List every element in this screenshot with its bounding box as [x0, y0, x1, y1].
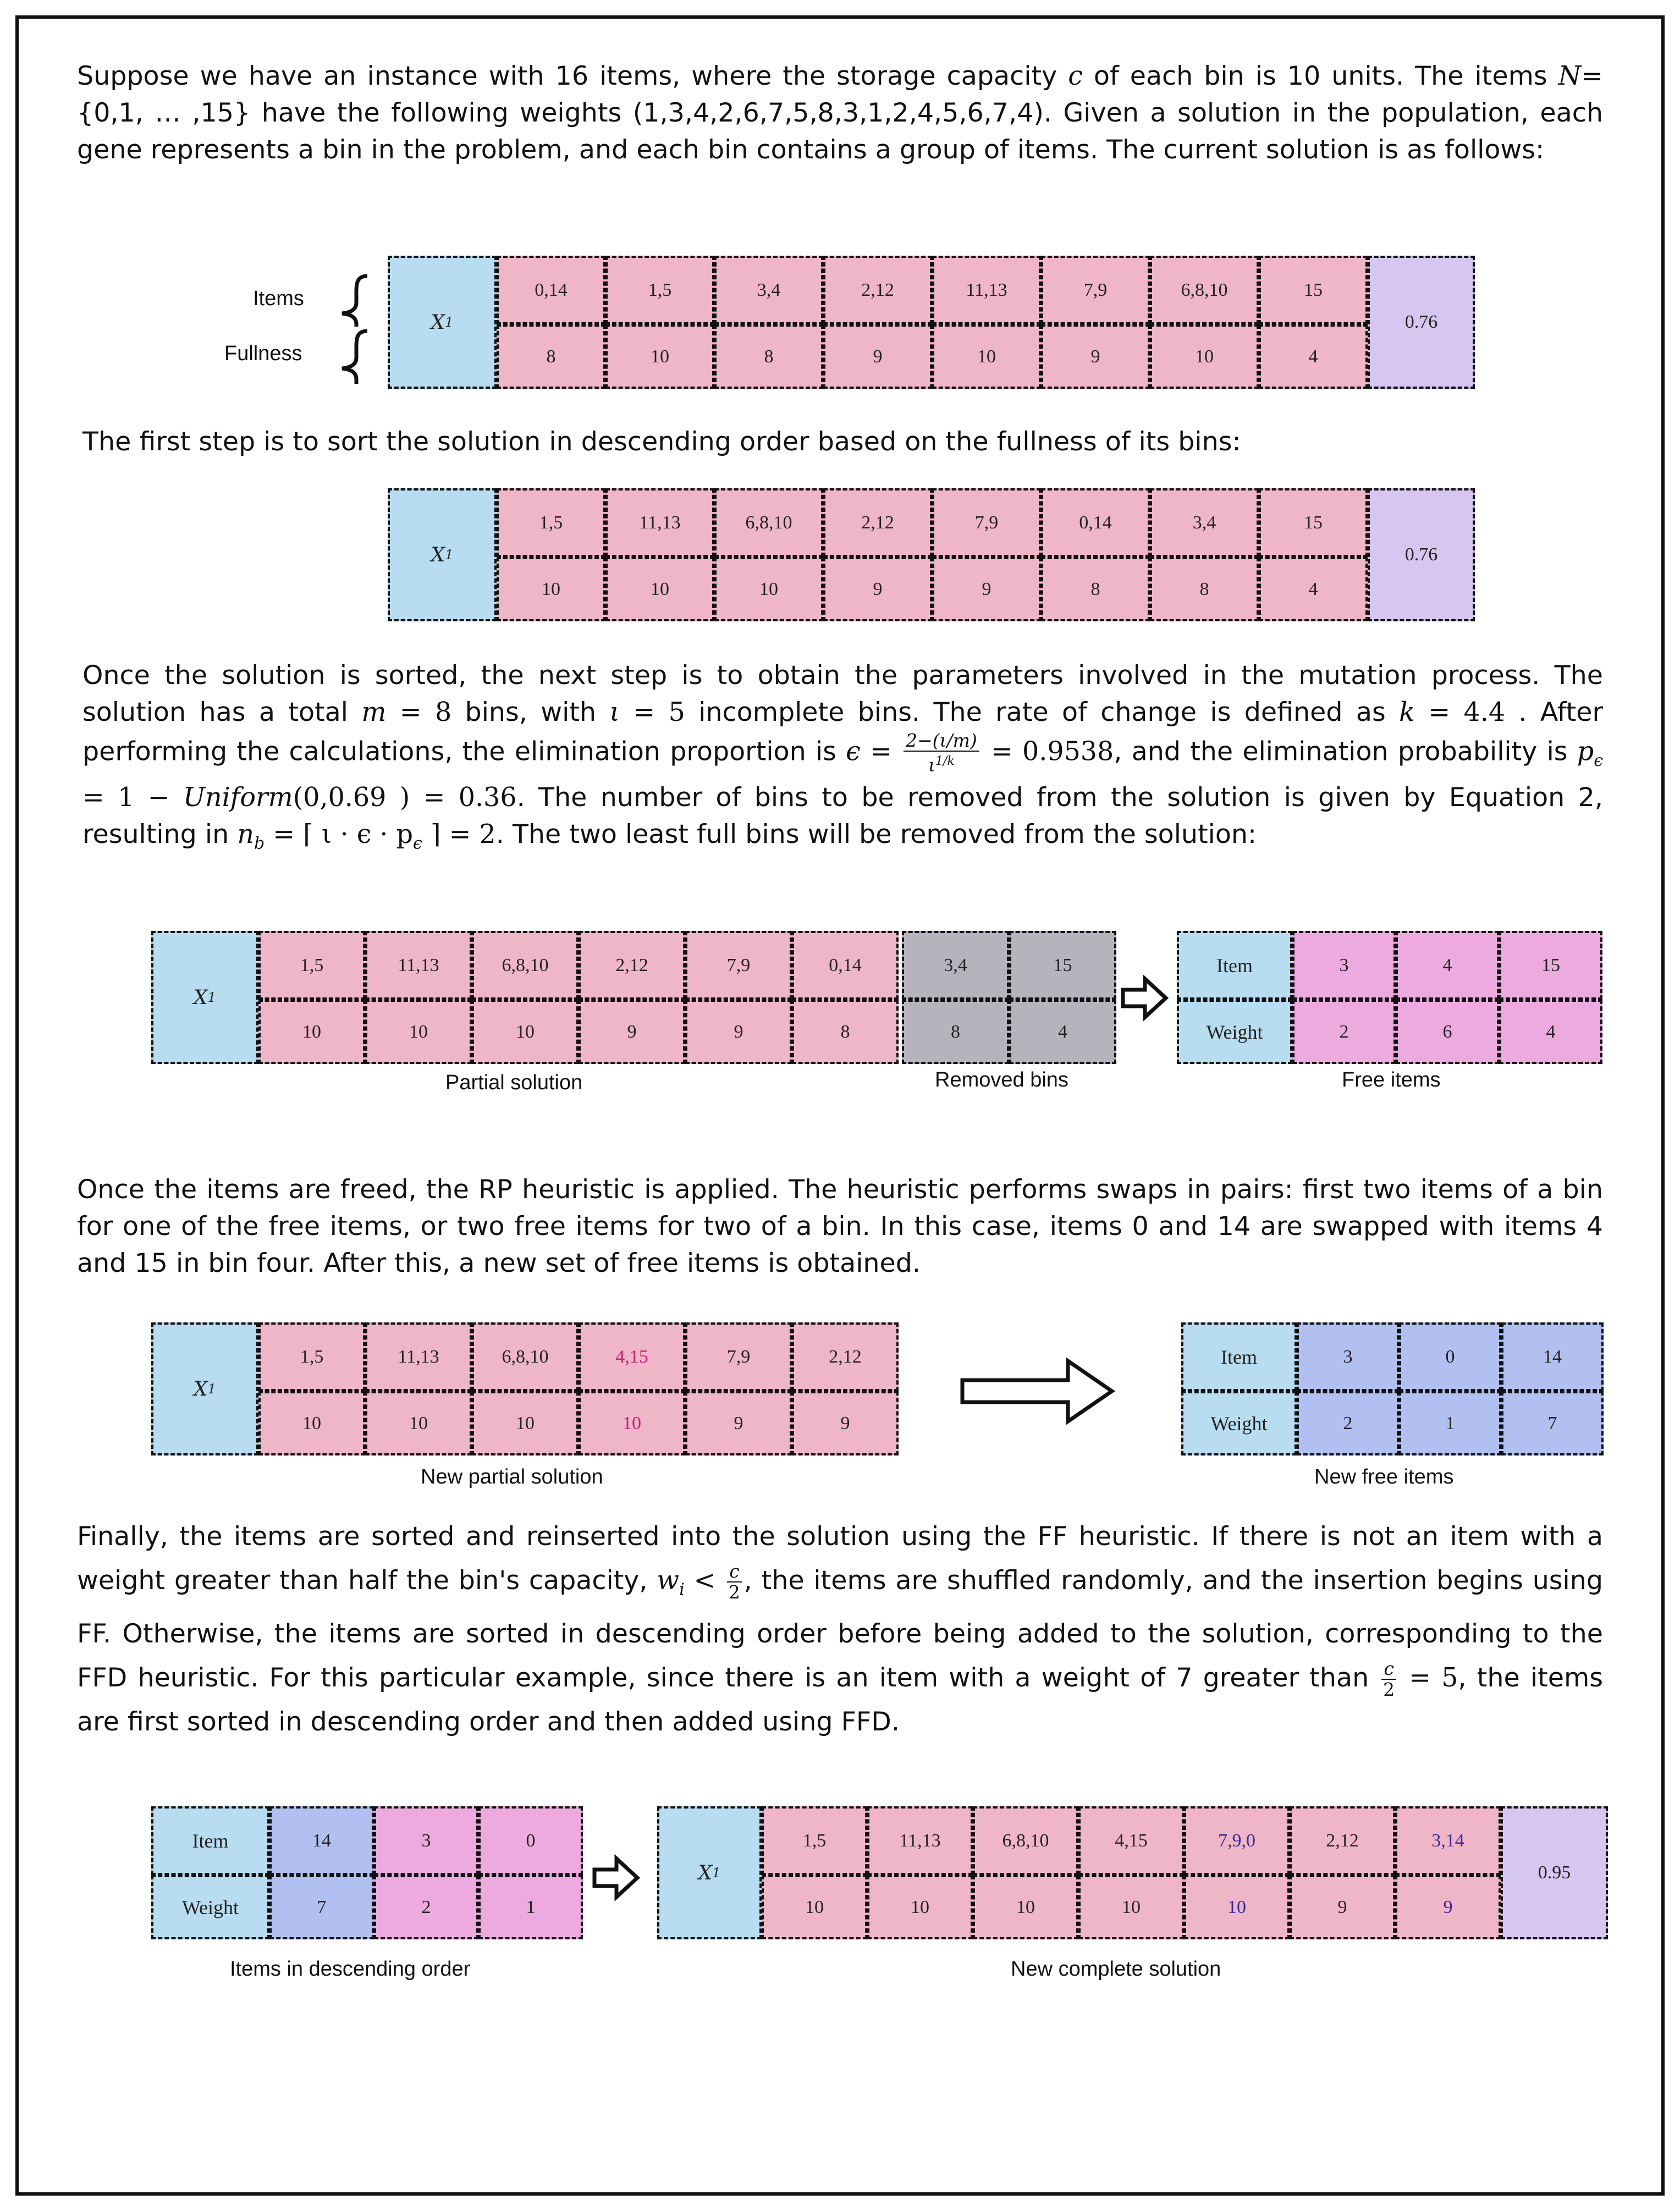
solution-label: X 1 [388, 488, 497, 621]
sorted-items-header: Item [151, 1806, 269, 1875]
bin-items-cell: 2,12 [823, 256, 932, 324]
bin-items-cell: 3,4 [714, 256, 823, 324]
bin-items-cell: 11,13 [605, 488, 714, 557]
free-weights-header: Weight [1177, 1000, 1292, 1064]
sorted-weight-cell: 7 [269, 1875, 374, 1939]
bin-items-cell: 0,14 [1041, 488, 1150, 557]
bin-items-cell: 6,8,10 [973, 1806, 1078, 1875]
bin-fullness-cell: 9 [1290, 1875, 1395, 1939]
free-weight-cell: 7 [1501, 1391, 1604, 1455]
sorted-weights-header: Weight [151, 1875, 269, 1939]
removed-bins-label: Removed bins [935, 1068, 1068, 1091]
bin-fullness-cell: 9 [579, 1000, 685, 1064]
bin-fullness-cell: 8 [792, 1000, 899, 1064]
bin-fullness-cell: 10 [973, 1875, 1078, 1939]
fitness-cell: 0.76 [1368, 488, 1475, 621]
half-capacity-fraction-2: $\frac{c}{2}$ [1381, 1659, 1396, 1700]
sorted-item-cell: 3 [374, 1806, 478, 1875]
bin-fullness-cell: 10 [605, 324, 714, 389]
sorted-weight-cell: 1 [478, 1875, 583, 1939]
new-partial-solution-label: New partial solution [421, 1465, 603, 1488]
bin-items-cell: 6,8,10 [472, 931, 579, 1000]
bin-items-cell: 1,5 [605, 256, 714, 324]
free-items-header: Item [1177, 931, 1292, 1000]
partial-solution-label: Partial solution [445, 1071, 583, 1094]
new-complete-solution-label: New complete solution [1011, 1958, 1221, 1981]
bin-items-cell: 11,13 [867, 1806, 973, 1875]
solution-label: X 1 [151, 931, 258, 1064]
bin-fullness-cell: 10 [605, 557, 714, 621]
bin-fullness-cell: 9 [685, 1391, 792, 1455]
bin-items-cell: 0,14 [497, 256, 605, 324]
free-weight-cell: 2 [1292, 1000, 1396, 1064]
bin-items-cell: 11,13 [365, 931, 472, 1000]
updated-bin-items-cell: 3,14 [1395, 1806, 1501, 1875]
paragraph-parameters: Once the solution is sorted, the next step is to obtain the parameters involved in the mutation process. The solution has a total m = 8 bins, with ι = 5 incomplete bins. The rate of change is defined as k = 4.4 . After performing the calculations, the elimination proportion is ϵ = $\frac{2-(\iota/m)}{\iota^{1/k}}$ = 0.9538, and the elimination probability is $p_\epsilon = 1$ − Uniform(0,0.69 ) = 0.36. The number of bins to be removed from the solution is given by Equation 2, resulting in $n_b$ = ⌈ $\iota \cdot \epsilon \cdot p_\epsilon$ ⌉ = 2. The two least full bins will be removed from the solution: [82, 660, 1604, 853]
bin-fullness-cell: 10 [258, 1000, 365, 1064]
bin-items-cell: 11,13 [932, 256, 1041, 324]
paragraph-intro: Suppose we have an instance with 16 items, where the storage capacity c of each bin is 10 units. The items N={0,1, … ,15} have the following weights (1,3,4,2,6,7,5,8,3,1,2,4,5,6,7,4). Given a solution in the population, each gene represents a bin in the problem, and each bin contains a group of items. The current solution is as follows: [77, 61, 1604, 165]
bin-fullness-cell: 8 [1150, 557, 1259, 621]
bin-items-cell: 1,5 [258, 1322, 365, 1391]
fitness-cell: 0.76 [1368, 256, 1475, 389]
sorted-item-cell: 0 [478, 1806, 583, 1875]
arrow-right-icon [1120, 973, 1169, 1023]
fullness-row-label: Fullness [224, 342, 302, 365]
bin-items-cell: 6,8,10 [1150, 256, 1259, 324]
free-weight-cell: 2 [1297, 1391, 1399, 1455]
sorted-weight-cell: 2 [374, 1875, 478, 1939]
bin-items-cell: 6,8,10 [472, 1322, 579, 1391]
arrow-right-large-icon [958, 1355, 1117, 1427]
sorted-items-label: Items in descending order [230, 1958, 471, 1981]
removed-bin-fullness-cell: 8 [902, 1000, 1009, 1064]
solution-label: X 1 [388, 256, 497, 389]
bin-items-cell: 4,15 [1078, 1806, 1184, 1875]
bin-fullness-cell: 9 [823, 324, 932, 389]
bin-fullness-cell: 9 [823, 557, 932, 621]
swapped-bin-fullness-cell: 10 [579, 1391, 685, 1455]
free-item-cell: 3 [1297, 1322, 1399, 1391]
bin-items-cell: 7,9 [685, 1322, 792, 1391]
bin-items-cell: 7,9 [685, 931, 792, 1000]
updated-bin-fullness-cell: 9 [1395, 1875, 1501, 1939]
bin-fullness-cell: 10 [867, 1875, 973, 1939]
bin-fullness-cell: 10 [365, 1391, 472, 1455]
bin-fullness-cell: 8 [714, 324, 823, 389]
arrow-right-icon [591, 1853, 641, 1903]
bin-items-cell: 15 [1259, 256, 1368, 324]
bin-items-cell: 1,5 [497, 488, 605, 557]
solution-label: X 1 [151, 1322, 258, 1455]
bin-items-cell: 2,12 [823, 488, 932, 557]
bin-fullness-cell: 10 [472, 1391, 579, 1455]
bin-fullness-cell: 10 [714, 557, 823, 621]
updated-bin-fullness-cell: 10 [1184, 1875, 1290, 1939]
bin-fullness-cell: 8 [1041, 557, 1150, 621]
bin-items-cell: 2,12 [792, 1322, 899, 1391]
bin-fullness-cell: 10 [1150, 324, 1259, 389]
bin-fullness-cell: 9 [1041, 324, 1150, 389]
bin-fullness-cell: 10 [497, 557, 605, 621]
free-item-cell: 4 [1396, 931, 1499, 1000]
bin-items-cell: 3,4 [1150, 488, 1259, 557]
bin-fullness-cell: 10 [1078, 1875, 1184, 1939]
bin-items-cell: 2,12 [579, 931, 685, 1000]
bin-items-cell: 1,5 [762, 1806, 867, 1875]
brace-icon [335, 269, 374, 390]
bin-fullness-cell: 10 [472, 1000, 579, 1064]
removed-bin-items-cell: 15 [1009, 931, 1116, 1000]
paragraph-sort: The first step is to sort the solution in descending order based on the fullness of its bins: [82, 427, 1241, 457]
free-item-cell: 14 [1501, 1322, 1604, 1391]
bin-fullness-cell: 4 [1259, 324, 1368, 389]
free-item-cell: 0 [1399, 1322, 1501, 1391]
free-item-cell: 15 [1499, 931, 1602, 1000]
bin-items-cell: 0,14 [792, 931, 899, 1000]
free-weight-cell: 6 [1396, 1000, 1499, 1064]
free-item-cell: 3 [1292, 931, 1396, 1000]
bin-items-cell: 6,8,10 [714, 488, 823, 557]
bin-items-cell: 15 [1259, 488, 1368, 557]
bin-fullness-cell: 9 [685, 1000, 792, 1064]
bin-fullness-cell: 10 [932, 324, 1041, 389]
updated-bin-items-cell: 7,9,0 [1184, 1806, 1290, 1875]
fitness-cell: 0.95 [1501, 1806, 1608, 1939]
free-items-label: Free items [1342, 1068, 1441, 1091]
items-row-label: Items [253, 287, 304, 310]
bin-items-cell: 7,9 [932, 488, 1041, 557]
epsilon-fraction: $\frac{2-(\iota/m)}{\iota^{1/k}}$ [904, 731, 979, 775]
free-weights-header: Weight [1181, 1391, 1297, 1455]
bin-items-cell: 2,12 [1290, 1806, 1395, 1875]
bin-fullness-cell: 10 [258, 1391, 365, 1455]
paragraph-ff-heuristic: Finally, the items are sorted and reinserted into the solution using the FF heuristic. If there is not an item with a weight greater than half the bin's capacity, $w_i$ < $\frac{c}{2}$ , the items are shuffled randomly, and the insertion begins using FF. Otherwise, the items are sorted in descending order before being added to the solution, corresponding to the FFD heuristic. For this particular example, since there is an item with a weight of 7 greater than $\frac{c}{2}$ = 5, the items are first sorted in descending order and then added using FFD. [77, 1521, 1604, 1737]
bin-fullness-cell: 9 [792, 1391, 899, 1455]
bin-fullness-cell: 9 [932, 557, 1041, 621]
free-items-header: Item [1181, 1322, 1297, 1391]
sorted-item-cell: 14 [269, 1806, 374, 1875]
solution-label: X 1 [657, 1806, 762, 1939]
bin-fullness-cell: 4 [1259, 557, 1368, 621]
bin-items-cell: 1,5 [258, 931, 365, 1000]
bin-items-cell: 7,9 [1041, 256, 1150, 324]
swapped-bin-items-cell: 4,15 [579, 1322, 685, 1391]
bin-fullness-cell: 8 [497, 324, 605, 389]
removed-bin-fullness-cell: 4 [1009, 1000, 1116, 1064]
bin-fullness-cell: 10 [762, 1875, 867, 1939]
free-weight-cell: 1 [1399, 1391, 1501, 1455]
bin-fullness-cell: 10 [365, 1000, 472, 1064]
removed-bin-items-cell: 3,4 [902, 931, 1009, 1000]
new-free-items-label: New free items [1314, 1465, 1454, 1488]
free-weight-cell: 4 [1499, 1000, 1602, 1064]
bin-items-cell: 11,13 [365, 1322, 472, 1391]
paragraph-rp-heuristic: Once the items are freed, the RP heuristic is applied. The heuristic performs swaps in pairs: first two items of a bin for one of the free items, or two free items for two of a bin. In this case, items 0 and 14 are swapped with items 4 and 15 in bin four. After this, a new set of free items is obtained. [77, 1175, 1603, 1278]
half-capacity-fraction: $\frac{c}{2}$ [727, 1562, 741, 1602]
